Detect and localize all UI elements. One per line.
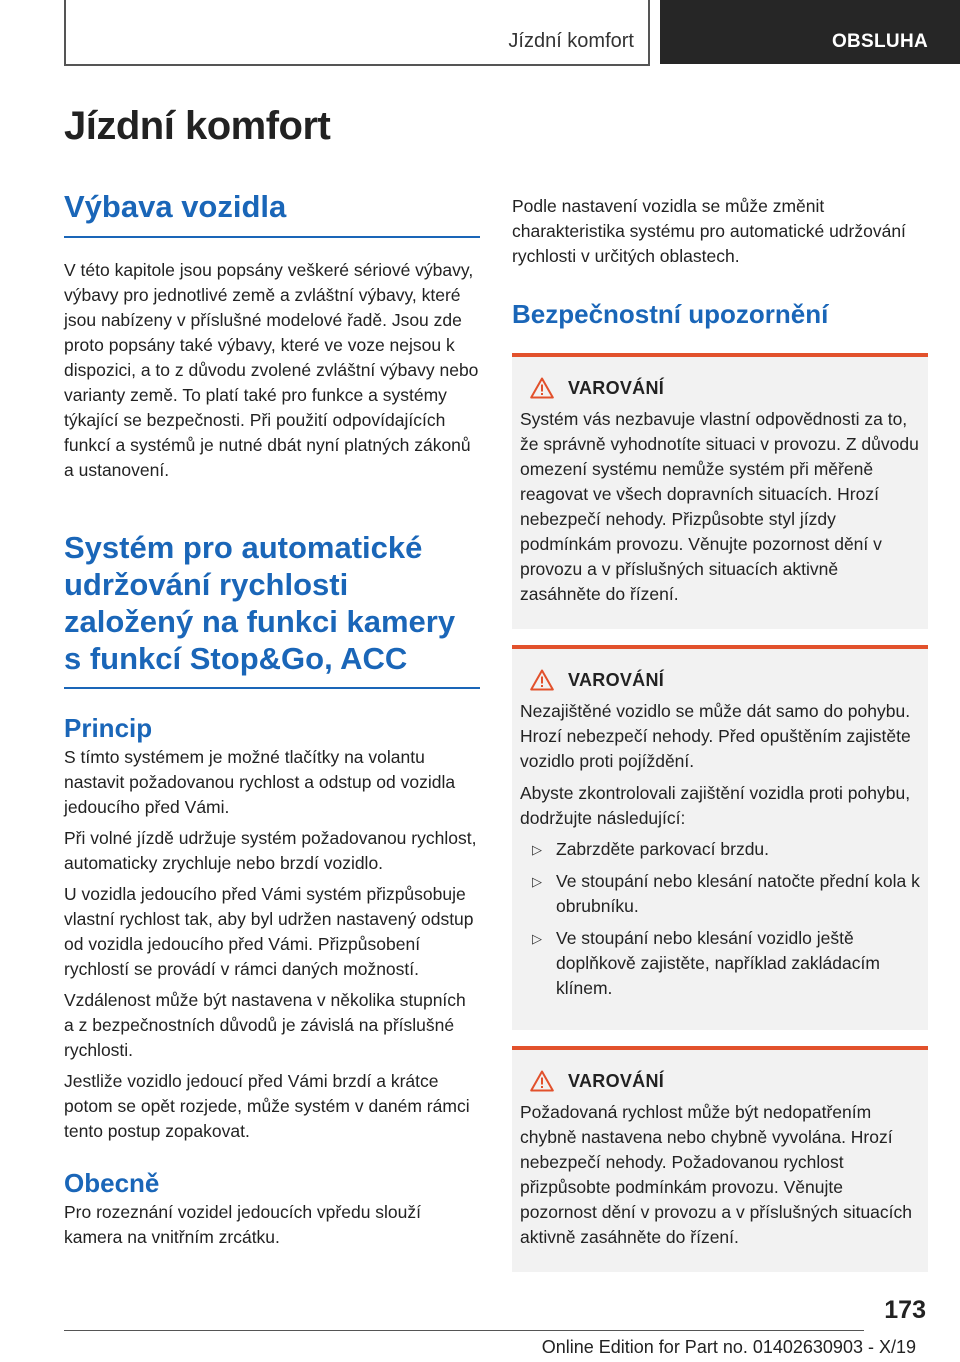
warning-text: Požadovaná rychlost může být nedopatřením chybně nastavena nebo chybně vyvolána. Hrozí nebezpečí nehody. Požadovanou rychlost přizpůsobte podmínkám provozu. Věnujte pozornost dění v provozu a v příslušných situacích aktivně zasáhněte do řízení. <box>520 1102 913 1247</box>
warning-text: Nezajištěné vozidlo se může dát samo do pohybu. Hrozí nebezpečí nehody. Před opuštěním zajistěte vozidlo proti pojíždění. <box>520 701 911 771</box>
princip-paragraph: S tímto systémem je možné tlačítky na volantu nastavit požadovanou rychlost a odstup od vozidla jedoucího před Vámi. <box>64 747 456 817</box>
princip-paragraph: U vozidla jedoucího před Vámi systém přizpůsobuje vlastní rychlost tak, aby byl udržen nastavený odstup od vozidla jedoucího před Vámi. Přizpůsobení rychlostí se provádí v rámci daných možností. <box>64 884 474 979</box>
header-section-tab <box>660 0 960 64</box>
step-item <box>520 869 920 919</box>
warning-label: VAROVÁNÍ <box>568 377 665 398</box>
subheading-safety: Bezpečnostní upozornění <box>512 299 829 329</box>
section-heading-vybava: Výbava vozidla <box>64 188 480 238</box>
footer-edition: Online Edition for Part no. 01402630903 - X/19 <box>541 1337 916 1357</box>
subheading-obecne: Obecně <box>64 1168 160 1198</box>
warning-header <box>530 375 920 401</box>
warning-text: Systém vás nezbavuje vlastní odpovědnosti za to, že správně vyhodnotíte situaci v provozu. Z důvodu omezení systému nemůže systém při měřeně reagovat ve všech dopravních situacích. Hrozí nebezpečí nehody. Přizpůsobte styl jízdy podmínkám provozu. Věnujte pozornost dění v provozu a v příslušných situacích aktivně zasáhněte do řízení. <box>520 409 919 604</box>
step-list <box>520 837 920 1001</box>
left-column <box>64 188 480 1250</box>
header-chapter-title: Jízdní komfort <box>508 30 634 52</box>
page-number: 173 <box>884 1296 926 1324</box>
warning-box <box>512 645 928 1030</box>
step-text: Ve stoupání nebo klesání natočte přední kola k obrubníku. <box>556 871 920 916</box>
right-column <box>512 194 928 1272</box>
warning-triangle-icon <box>530 669 554 691</box>
section-heading-acc: Systém pro automatické udržování rychlosti založený na funkci kamery s funkcí Stop&Go, ACC <box>64 529 480 689</box>
step-text: Ve stoupání nebo klesání vozidlo ještě doplňkově zajistěte, například zakládacím klínem. <box>556 928 880 998</box>
obecne-paragraph: Podle nastavení vozidla se může změnit charakteristika systému pro automatické udržování rychlosti v určitých oblastech. <box>512 196 906 266</box>
princip-paragraph: Jestliže vozidlo jedoucí před Vámi brzdí a krátce potom se opět rozjede, může systém v daném rámci tento postup zopakovat. <box>64 1071 470 1141</box>
warning-triangle-icon <box>530 1070 554 1092</box>
warning-label: VAROVÁNÍ <box>568 669 665 690</box>
warning-box <box>512 353 928 629</box>
warning-header <box>530 667 920 693</box>
footer-divider <box>64 1330 864 1331</box>
warning-box <box>512 1046 928 1272</box>
subheading-princip: Princip <box>64 713 153 743</box>
warning-triangle-icon <box>530 377 554 399</box>
obecne-paragraph: Pro rozeznání vozidel jedoucích vpředu slouží kamera na vnitřním zrcátku. <box>64 1202 422 1247</box>
step-item <box>520 926 920 1001</box>
warning-text: Abyste zkontrolovali zajištění vozidla proti pohybu, dodržujte následující: <box>520 783 911 828</box>
triangle-right-icon: ▷ <box>532 842 542 857</box>
header-section-label: OBSLUHA <box>831 31 928 52</box>
triangle-right-icon: ▷ <box>532 874 542 889</box>
section-vybava-text: V této kapitole jsou popsány veškeré sériové výbavy, výbavy pro jednotlivé země a zvláštní výbavy, které jsou nabízeny v příslušné modelové řadě. Jsou zde proto popsány také výbavy, které ve voze nejsou k dispozici, a to z důvodu zvolené zvláštní výbavy nebo varianty země. To platí také pro funkce a systémy týkající se bezpečnosti. Při použití odpovídajících funkcí a systémů je nutné dbát nyní platných zákonů a ustanovení. <box>64 260 479 480</box>
princip-paragraph: Při volné jízdě udržuje systém požadovanou rychlost, automaticky zrychluje nebo brzdí vozidlo. <box>64 828 477 873</box>
step-item <box>520 837 920 862</box>
step-text: Zabrzděte parkovací brzdu. <box>556 839 770 859</box>
page-title: Jízdní komfort <box>64 104 331 148</box>
princip-paragraph: Vzdálenost může být nastavena v několika stupních a z bezpečnostních důvodů je závislá na příslušné rychlosti. <box>64 990 466 1060</box>
warning-header <box>530 1068 920 1094</box>
warning-label: VAROVÁNÍ <box>568 1070 665 1091</box>
triangle-right-icon: ▷ <box>532 931 542 946</box>
